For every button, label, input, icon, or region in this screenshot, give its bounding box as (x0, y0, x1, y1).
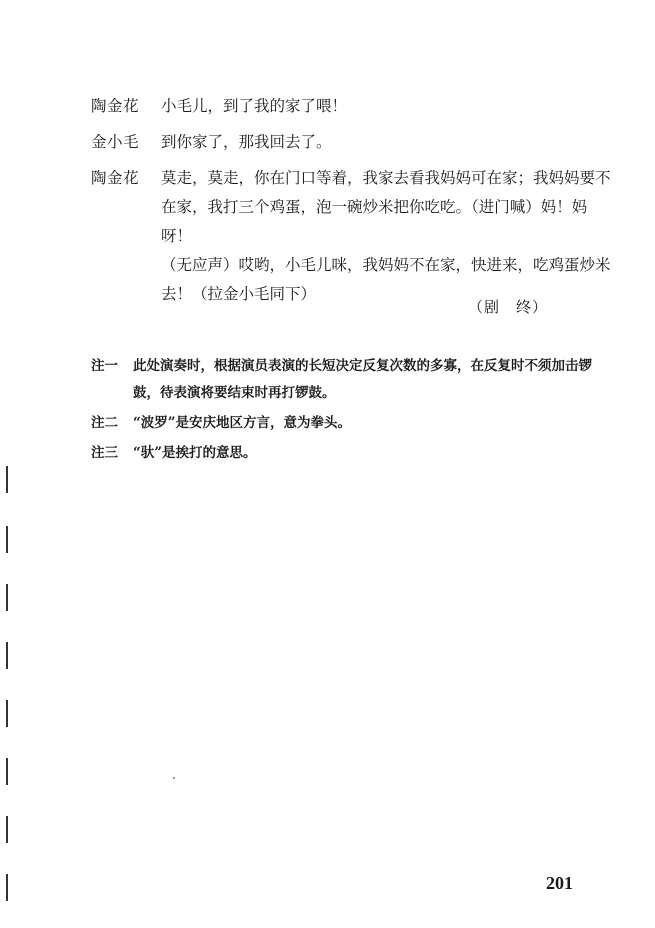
speech (161, 128, 611, 157)
footnote (91, 353, 611, 407)
footnote-label: 注二 (91, 415, 118, 431)
dialogue-line (91, 164, 611, 309)
dialogue-line (91, 128, 611, 157)
footnote-text: 此处演奏时，根据演员表演的长短决定反复次数的多寡，在反复时不须加击锣鼓，待表演将要结束时再打锣鼓。 (133, 358, 592, 401)
speech (161, 164, 611, 309)
speech-text: 小毛儿，到了我的家了喂！ (161, 97, 348, 115)
scan-margin-mark (6, 816, 8, 843)
speech-text: 莫走，莫走，你在门口等着，我家去看我妈妈可在家；我妈妈要不在家，我打三个鸡蛋，泡一碗炒米把你吃吃。（进门喊）妈！妈呀！ (161, 169, 611, 245)
speech-text: （无应声）哎哟，小毛儿咪，我妈妈不在家，快进来，吃鸡蛋炒米去！（拉金小毛同下） (161, 256, 611, 303)
speaker-name: 陶金花 (91, 97, 140, 115)
speech (161, 92, 611, 121)
footnote-text: “驮”是挨打的意思。 (133, 445, 257, 461)
speaker-name: 金小毛 (91, 133, 140, 151)
scan-margin-mark (6, 584, 8, 611)
scan-margin-mark (6, 466, 8, 493)
play-end-mark: （剧 终） (468, 298, 549, 316)
footnote (91, 410, 611, 437)
footnote-text: “波罗”是安庆地区方言，意为拳头。 (133, 415, 352, 431)
scan-margin-mark (6, 642, 8, 669)
scan-margin-mark (6, 874, 8, 901)
scan-margin-mark (6, 526, 8, 553)
dialogue-section (91, 92, 611, 316)
scan-speck (173, 777, 175, 779)
footnote-label: 注一 (91, 358, 118, 374)
footnote-label: 注三 (91, 445, 118, 461)
scan-margin-mark (6, 700, 8, 727)
page-number: 201 (546, 873, 573, 893)
scan-margin-mark (6, 758, 8, 785)
speaker-name: 陶金花 (91, 169, 140, 187)
footnote (91, 440, 611, 467)
dialogue-line (91, 92, 611, 121)
footnotes (91, 353, 611, 470)
speech-text: 到你家了，那我回去了。 (161, 133, 332, 151)
